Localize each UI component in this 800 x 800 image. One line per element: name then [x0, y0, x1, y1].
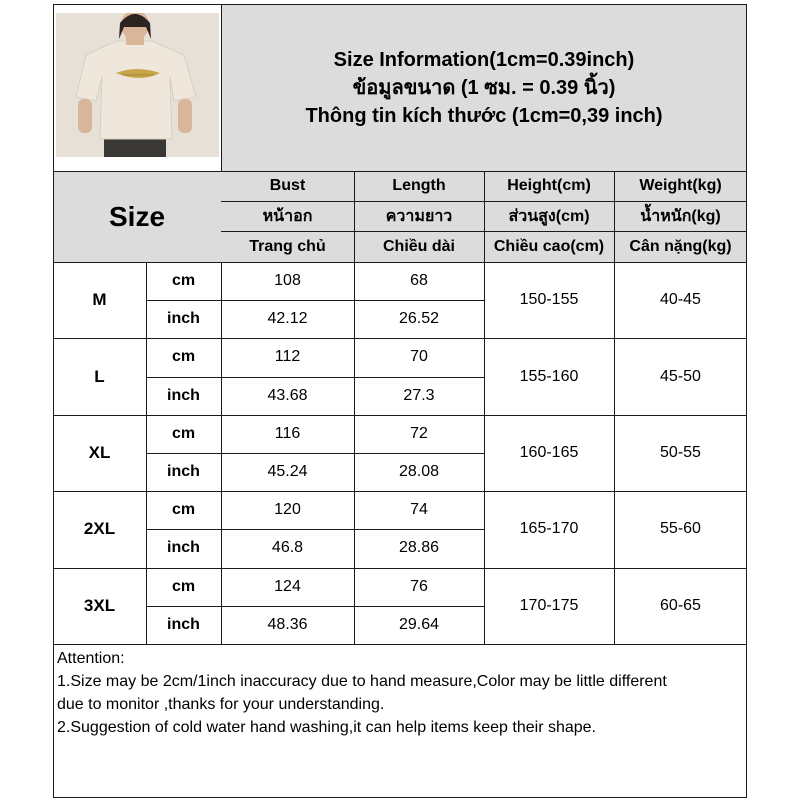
size-label: L: [94, 366, 105, 386]
bust-cm-value: 124: [274, 577, 301, 595]
unit-cm-label: cm: [171, 577, 196, 595]
table-border: [746, 4, 747, 798]
unit-inch-label: inch: [167, 615, 200, 633]
bust-cm-value: 108: [274, 272, 301, 290]
unit-inch-label: inch: [167, 463, 200, 481]
height-value: 155-160: [519, 367, 579, 385]
bust-inch-value: 42.12: [267, 310, 308, 328]
length-cm-value: 74: [410, 501, 428, 519]
table-border: [614, 171, 615, 262]
table-border: [354, 171, 355, 262]
weight-value: 55-60: [660, 520, 701, 538]
bust-cm-value: 120: [274, 501, 301, 519]
length-inch-value: 29.64: [398, 615, 440, 633]
column-header-en: Bust: [221, 171, 354, 201]
column-header-vi: Chiều dài: [354, 231, 484, 262]
table-border: [53, 4, 54, 798]
column-header-en: Length: [354, 171, 484, 201]
length-cm-value: 68: [410, 272, 428, 290]
column-header-th: ความยาว: [354, 201, 484, 231]
column-header-th: หน้าอก: [221, 201, 354, 231]
length-cm-value: 76: [410, 577, 428, 595]
size-header: Size: [108, 200, 166, 232]
table-border: [53, 797, 747, 798]
bust-cm-value: 112: [274, 348, 301, 366]
size-header-cell: [53, 171, 221, 262]
table-border: [484, 262, 485, 644]
size-label: 2XL: [83, 519, 116, 539]
table-border: [146, 453, 484, 454]
unit-inch-label: inch: [167, 310, 200, 328]
table-border: [146, 262, 147, 644]
table-border: [53, 491, 747, 492]
weight-value: 50-55: [660, 443, 701, 461]
table-border: [53, 171, 747, 172]
weight-value: 40-45: [660, 291, 701, 309]
title-block: [221, 4, 747, 171]
length-inch-value: 28.08: [398, 463, 440, 481]
length-inch-value: 27.3: [403, 386, 435, 404]
unit-cm-label: cm: [171, 348, 196, 366]
attention-notes: [57, 647, 745, 739]
model-tshirt-illustration: [56, 13, 219, 157]
length-inch-value: 26.52: [398, 310, 440, 328]
table-border: [221, 262, 222, 644]
product-photo: [56, 13, 219, 157]
table-border: [53, 4, 747, 5]
height-value: 160-165: [519, 443, 579, 461]
size-label: 3XL: [83, 595, 116, 615]
notes-heading: Attention:: [57, 650, 125, 667]
length-cm-value: 70: [410, 348, 428, 366]
unit-inch-label: inch: [167, 539, 200, 557]
bust-inch-value: 46.8: [271, 539, 304, 557]
table-border: [146, 529, 484, 530]
table-border: [53, 568, 747, 569]
table-border: [484, 171, 485, 262]
bust-inch-value: 48.36: [267, 615, 308, 633]
height-value: 170-175: [519, 596, 579, 614]
column-header-th: ส่วนสูง(cm): [484, 201, 614, 231]
table-border: [53, 644, 747, 645]
unit-cm-label: cm: [171, 501, 196, 519]
column-header-vi: Trang chủ: [221, 231, 354, 262]
bust-cm-value: 116: [274, 424, 301, 442]
height-value: 150-155: [519, 291, 579, 309]
unit-cm-label: cm: [171, 424, 196, 442]
table-border: [146, 377, 484, 378]
table-border: [53, 262, 747, 263]
table-border: [53, 415, 747, 416]
height-value: 165-170: [519, 520, 579, 538]
weight-value: 60-65: [660, 596, 701, 614]
table-border: [614, 262, 615, 644]
unit-cm-label: cm: [171, 272, 196, 290]
notes-line-2: due to monitor ,thanks for your understanding.: [57, 696, 385, 713]
title-line-en: Size Information(1cm=0.39inch): [333, 48, 635, 71]
table-border: [354, 262, 355, 644]
length-inch-value: 28.86: [398, 539, 440, 557]
column-header-en: Height(cm): [484, 171, 614, 201]
column-header-vi: Chiều cao(cm): [484, 231, 614, 262]
column-header-th: น้ำหนัก(kg): [614, 201, 747, 231]
bust-inch-value: 45.24: [267, 463, 308, 481]
weight-value: 45-50: [660, 367, 701, 385]
bust-inch-value: 43.68: [267, 386, 308, 404]
column-header-vi: Cân nặng(kg): [614, 231, 747, 262]
unit-inch-label: inch: [167, 386, 200, 404]
length-cm-value: 72: [410, 424, 428, 442]
table-border: [53, 338, 747, 339]
table-border: [221, 4, 222, 171]
column-header-en: Weight(kg): [614, 171, 747, 201]
title-line-th: ข้อมูลขนาด (1 ซม. = 0.39 นิ้ว): [352, 76, 616, 99]
size-label: M: [92, 290, 107, 310]
table-border: [146, 300, 484, 301]
notes-line-3: 2.Suggestion of cold water hand washing,it can help items keep their shape.: [57, 719, 596, 736]
table-border: [146, 606, 484, 607]
size-label: XL: [88, 442, 111, 462]
title-line-vi: Thông tin kích thước (1cm=0,39 inch): [305, 104, 663, 127]
notes-line-1: 1.Size may be 2cm/1inch inaccuracy due to hand measure,Color may be little different: [57, 673, 667, 690]
